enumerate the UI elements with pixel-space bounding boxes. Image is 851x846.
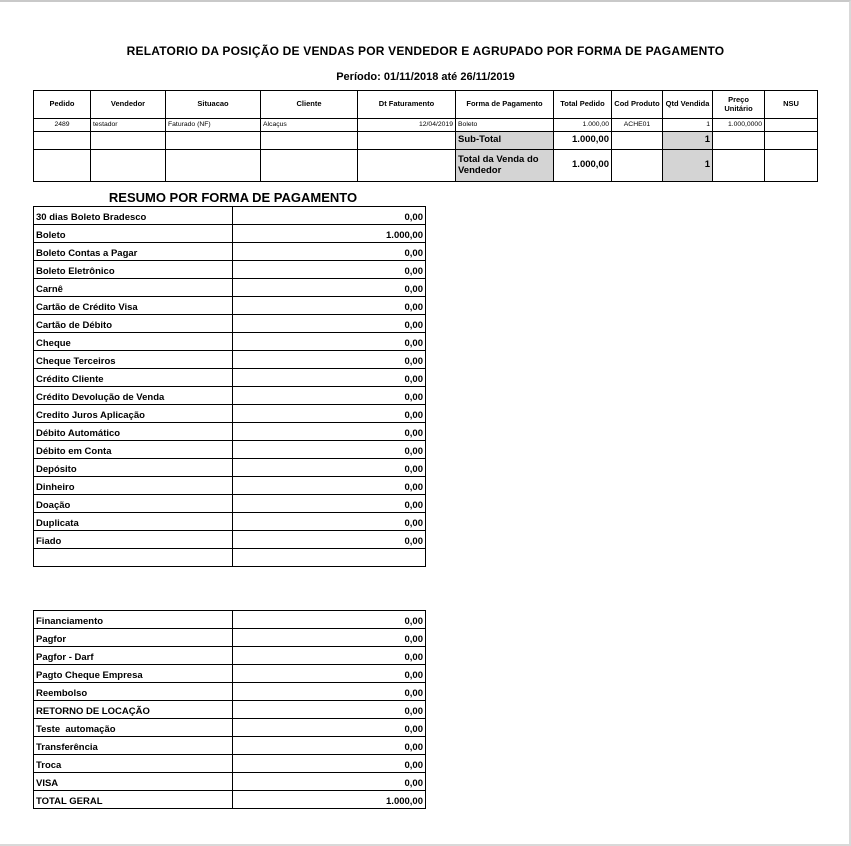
payment-method-value: 0,00 (233, 701, 426, 719)
resumo-row (34, 755, 426, 773)
empty-cell (166, 150, 261, 182)
payment-method-label: Depósito (34, 459, 233, 477)
payment-method-label: Crédito Cliente (34, 369, 233, 387)
resumo-row (34, 611, 426, 629)
payment-method-value: 0,00 (233, 755, 426, 773)
payment-method-label: RETORNO DE LOCAÇÃO (34, 701, 233, 719)
empty-cell (765, 132, 818, 150)
resumo-row (34, 459, 426, 477)
column-header-nsu: NSU (765, 91, 818, 119)
resumo-row (34, 261, 426, 279)
resumo-row (34, 405, 426, 423)
payment-method-label: Pagto Cheque Empresa (34, 665, 233, 683)
column-header-dt-faturamento: Dt Faturamento (358, 91, 456, 119)
payment-method-value: 0,00 (233, 261, 426, 279)
payment-method-label: Cheque Terceiros (34, 351, 233, 369)
payment-method-value: 0,00 (233, 737, 426, 755)
empty-cell (34, 132, 91, 150)
cell-cod-produto: ACHE01 (612, 119, 663, 132)
cell-situacao: Faturado (NF) (166, 119, 261, 132)
cell-pedido: 2489 (34, 119, 91, 132)
payment-method-value: 0,00 (233, 665, 426, 683)
empty-cell (166, 132, 261, 150)
cell-cliente: Alcaçus (261, 119, 358, 132)
resumo-row (34, 495, 426, 513)
resumo-row (34, 737, 426, 755)
subtotal-row (34, 132, 818, 150)
payment-method-value: 0,00 (233, 683, 426, 701)
resumo-table-block2 (33, 610, 426, 809)
payment-method-label: Fiado (34, 531, 233, 549)
empty-cell (261, 132, 358, 150)
payment-method-label: Débito Automático (34, 423, 233, 441)
payment-method-label: Doação (34, 495, 233, 513)
payment-method-value: 0,00 (233, 423, 426, 441)
resumo-row (34, 629, 426, 647)
payment-method-label: Reembolso (34, 683, 233, 701)
payment-method-label: Cartão de Crédito Visa (34, 297, 233, 315)
resumo-row (34, 513, 426, 531)
column-header-situacao: Situacao (166, 91, 261, 119)
column-header-total-pedido: Total Pedido (554, 91, 612, 119)
empty-cell (91, 150, 166, 182)
orders-header-row (34, 91, 818, 119)
resumo-row (34, 207, 426, 225)
resumo-row (34, 243, 426, 261)
resumo-row (34, 369, 426, 387)
resumo-row (34, 423, 426, 441)
cell-dt-faturamento: 12/04/2019 (358, 119, 456, 132)
payment-method-value: 0,00 (233, 477, 426, 495)
empty-cell (91, 132, 166, 150)
empty-cell (358, 150, 456, 182)
payment-method-label: Dinheiro (34, 477, 233, 495)
resumo-row (34, 683, 426, 701)
payment-method-label: Credito Juros Aplicação (34, 405, 233, 423)
payment-method-label (34, 549, 233, 567)
subtotal-total-pedido: 1.000,00 (554, 132, 612, 150)
payment-method-value: 0,00 (233, 513, 426, 531)
vendor-total-label: Total da Venda do Vendedor (456, 150, 554, 182)
payment-method-value: 0,00 (233, 495, 426, 513)
cell-nsu (765, 119, 818, 132)
report-period: Período: 01/11/2018 até 26/11/2019 (336, 71, 515, 83)
empty-cell (358, 132, 456, 150)
column-header-cliente: Cliente (261, 91, 358, 119)
column-header-vendedor: Vendedor (91, 91, 166, 119)
payment-method-value: 0,00 (233, 611, 426, 629)
payment-method-label: Carnê (34, 279, 233, 297)
cell-forma-pagamento: Boleto (456, 119, 554, 132)
payment-method-value: 0,00 (233, 207, 426, 225)
resumo-row (34, 297, 426, 315)
payment-method-label: Cheque (34, 333, 233, 351)
resumo-total-row (34, 791, 426, 809)
total-geral-label: TOTAL GERAL (34, 791, 233, 809)
vendor-total-row (34, 150, 818, 182)
resumo-row (34, 477, 426, 495)
payment-method-label: VISA (34, 773, 233, 791)
column-header-preco-unitario: Preço Unitário (713, 91, 765, 119)
resumo-row (34, 441, 426, 459)
column-header-pedido: Pedido (34, 91, 91, 119)
cell-qtd-vendida: 1 (663, 119, 713, 132)
payment-method-value: 0,00 (233, 629, 426, 647)
resumo-row (34, 279, 426, 297)
order-row (34, 119, 818, 132)
resumo-title: RESUMO POR FORMA DE PAGAMENTO (108, 190, 358, 205)
total-geral-value: 1.000,00 (233, 791, 426, 809)
resumo-empty-row (34, 549, 426, 567)
payment-method-value: 0,00 (233, 333, 426, 351)
vendor-total-qtd-vendida: 1 (663, 150, 713, 182)
column-header-qtd-vendida: Qtd Vendida (663, 91, 713, 119)
payment-method-label: Financiamento (34, 611, 233, 629)
payment-method-value: 0,00 (233, 387, 426, 405)
payment-method-label: Transferência (34, 737, 233, 755)
payment-method-value: 0,00 (233, 315, 426, 333)
payment-method-label: Cartão de Débito (34, 315, 233, 333)
empty-cell (612, 132, 663, 150)
empty-cell (261, 150, 358, 182)
column-header-cod-produto: Cod Produto (612, 91, 663, 119)
resumo-row (34, 701, 426, 719)
payment-method-value: 0,00 (233, 441, 426, 459)
payment-method-value: 0,00 (233, 405, 426, 423)
payment-method-value: 0,00 (233, 531, 426, 549)
payment-method-label: Troca (34, 755, 233, 773)
subtotal-label: Sub-Total (456, 132, 554, 150)
subtotal-qtd-vendida: 1 (663, 132, 713, 150)
payment-method-label: 30 dias Boleto Bradesco (34, 207, 233, 225)
empty-cell (765, 150, 818, 182)
payment-method-label: Teste automação (34, 719, 233, 737)
resumo-row (34, 665, 426, 683)
cell-preco-unitario: 1.000,0000 (713, 119, 765, 132)
resumo-table-block1 (33, 206, 426, 567)
empty-cell (34, 150, 91, 182)
column-header-forma-pagamento: Forma de Pagamento (456, 91, 554, 119)
resumo-row (34, 351, 426, 369)
payment-method-label: Pagfor (34, 629, 233, 647)
resumo-row (34, 647, 426, 665)
vendor-total-pedido: 1.000,00 (554, 150, 612, 182)
report-title: RELATORIO DA POSIÇÃO DE VENDAS POR VENDEDOR E AGRUPADO POR FORMA DE PAGAMENTO (126, 44, 725, 58)
resumo-row (34, 531, 426, 549)
payment-method-value: 0,00 (233, 297, 426, 315)
resumo-row (34, 387, 426, 405)
payment-method-value: 0,00 (233, 719, 426, 737)
resumo-row (34, 719, 426, 737)
resumo-row (34, 333, 426, 351)
payment-method-label: Débito em Conta (34, 441, 233, 459)
resumo-row (34, 225, 426, 243)
payment-method-value: 0,00 (233, 279, 426, 297)
resumo-row (34, 315, 426, 333)
empty-cell (713, 132, 765, 150)
payment-method-label: Boleto (34, 225, 233, 243)
cell-total-pedido: 1.000,00 (554, 119, 612, 132)
payment-method-value: 1.000,00 (233, 225, 426, 243)
payment-method-label: Duplicata (34, 513, 233, 531)
orders-table (33, 90, 818, 182)
payment-method-value: 0,00 (233, 351, 426, 369)
payment-method-value: 0,00 (233, 459, 426, 477)
payment-method-label: Boleto Contas a Pagar (34, 243, 233, 261)
payment-method-label: Boleto Eletrônico (34, 261, 233, 279)
payment-method-value: 0,00 (233, 647, 426, 665)
empty-cell (612, 150, 663, 182)
payment-method-value: 0,00 (233, 369, 426, 387)
resumo-row (34, 773, 426, 791)
payment-method-label: Pagfor - Darf (34, 647, 233, 665)
payment-method-value: 0,00 (233, 243, 426, 261)
payment-method-label: Crédito Devolução de Venda (34, 387, 233, 405)
cell-vendedor: testador (91, 119, 166, 132)
payment-method-value (233, 549, 426, 567)
empty-cell (713, 150, 765, 182)
payment-method-value: 0,00 (233, 773, 426, 791)
